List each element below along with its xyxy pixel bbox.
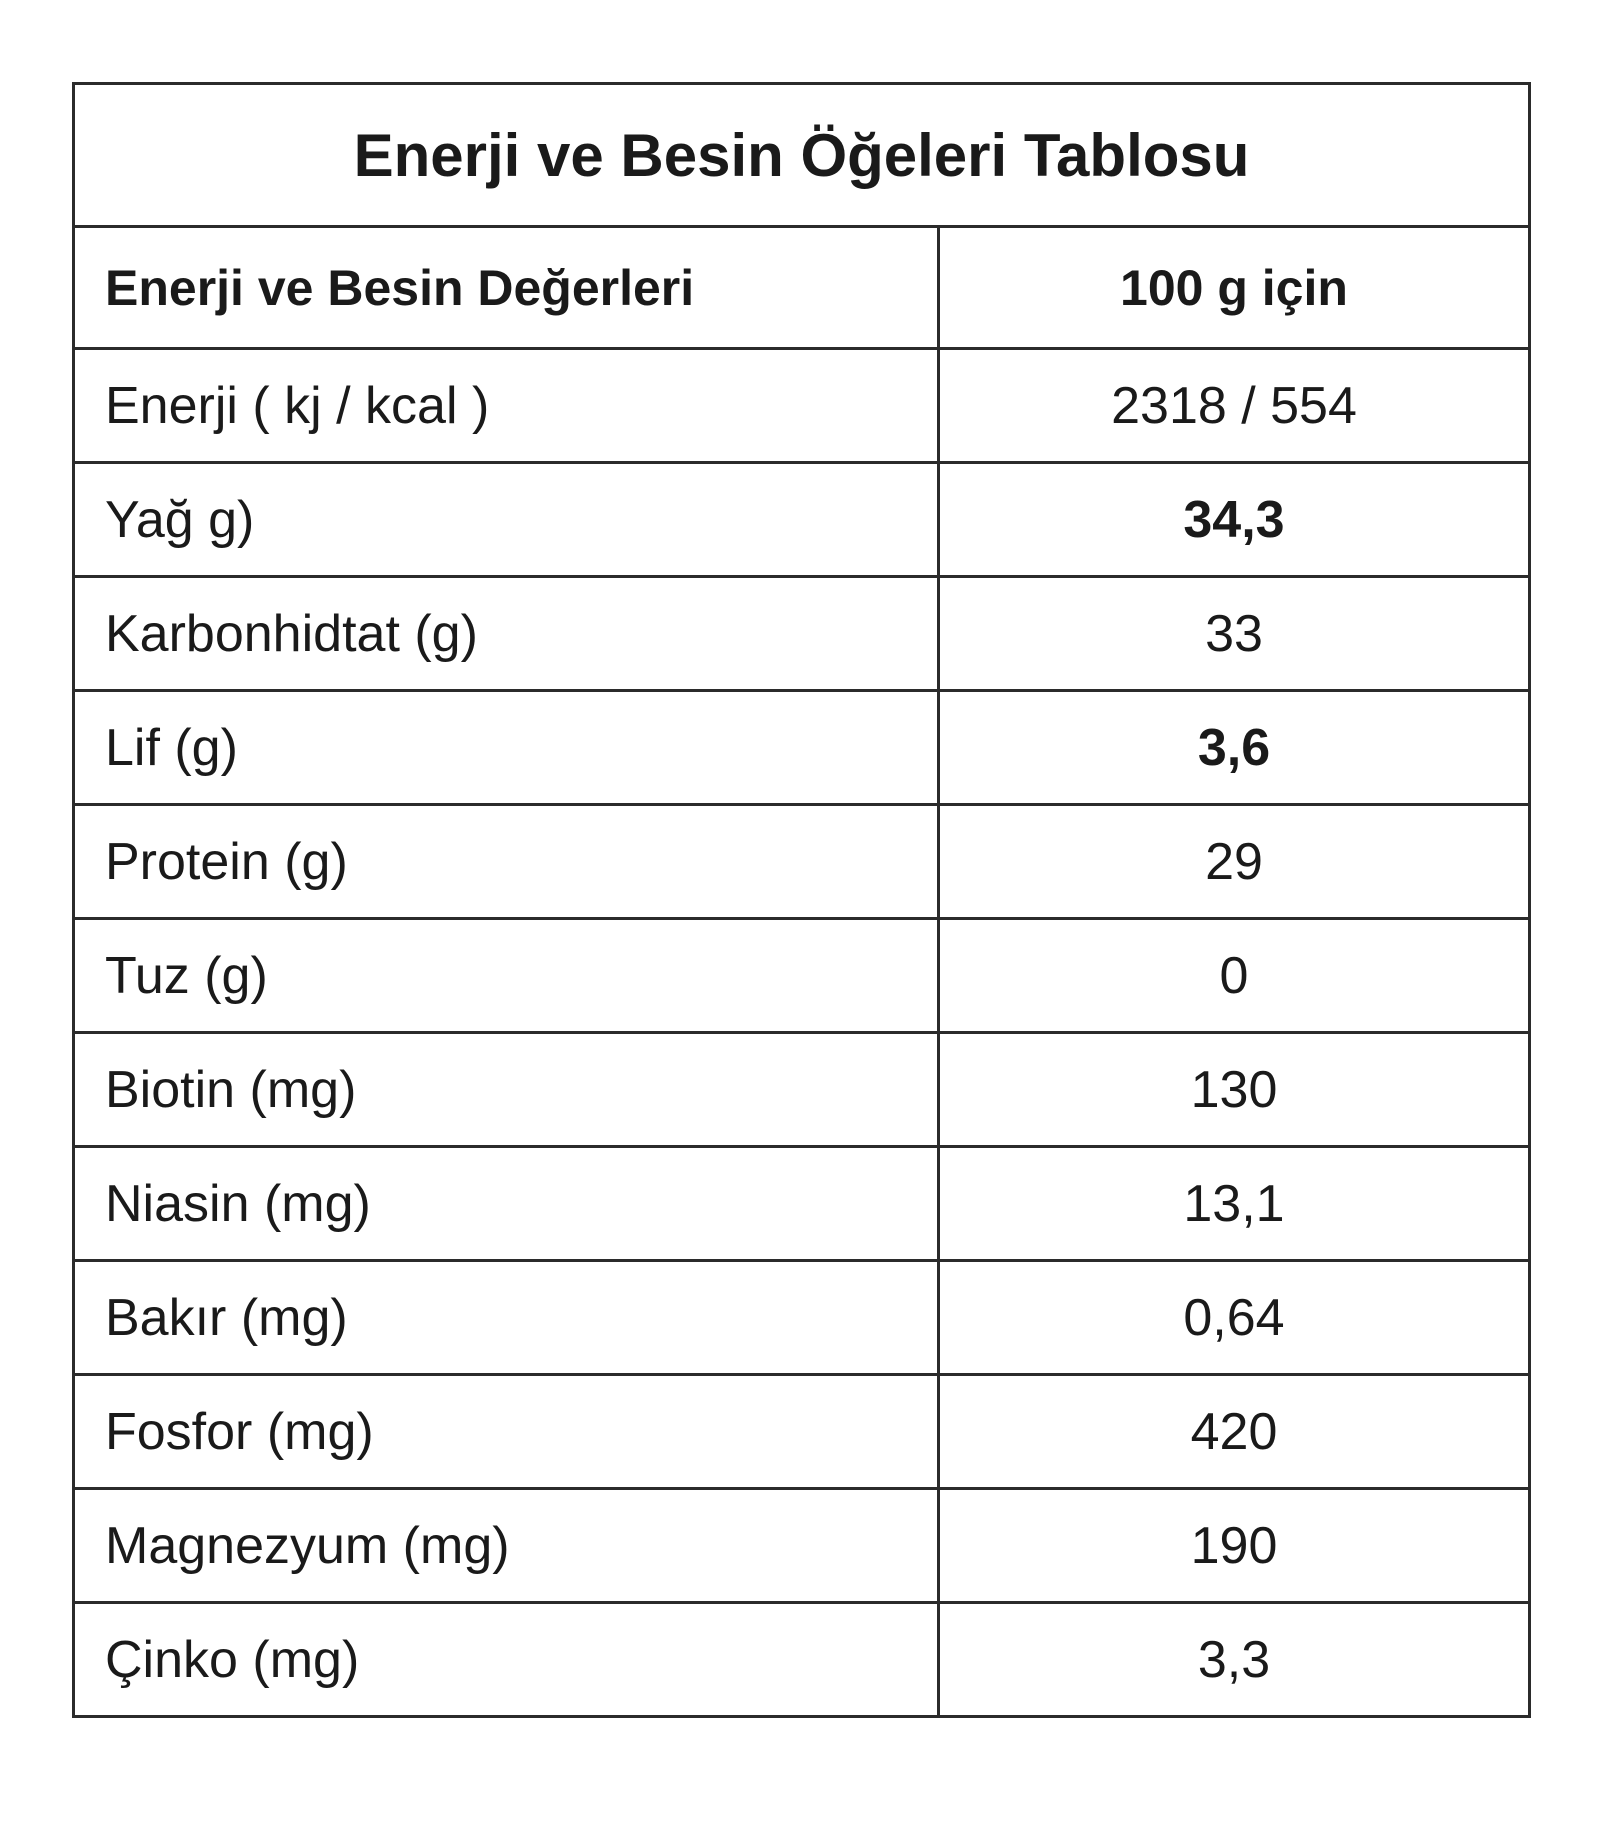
- row-value: 2318 / 554: [939, 349, 1530, 463]
- row-value: 3,3: [939, 1603, 1530, 1717]
- table-row: [74, 919, 1530, 1033]
- row-label: Lif (g): [74, 691, 939, 805]
- header-label: Enerji ve Besin Değerleri: [74, 227, 939, 349]
- row-label: Yağ g): [74, 463, 939, 577]
- row-value: 29: [939, 805, 1530, 919]
- title-row: [74, 84, 1530, 227]
- table-row: [74, 1489, 1530, 1603]
- header-row: [74, 227, 1530, 349]
- header-value: 100 g için: [939, 227, 1530, 349]
- table-row: [74, 1147, 1530, 1261]
- row-label: Karbonhidtat (g): [74, 577, 939, 691]
- table-row: [74, 349, 1530, 463]
- row-value: 0,64: [939, 1261, 1530, 1375]
- row-label: Niasin (mg): [74, 1147, 939, 1261]
- table-row: [74, 463, 1530, 577]
- table-row: [74, 1261, 1530, 1375]
- row-label: Protein (g): [74, 805, 939, 919]
- table-row: [74, 691, 1530, 805]
- row-label: Magnezyum (mg): [74, 1489, 939, 1603]
- row-value: 3,6: [939, 691, 1530, 805]
- row-label: Fosfor (mg): [74, 1375, 939, 1489]
- row-value: 13,1: [939, 1147, 1530, 1261]
- table-row: [74, 805, 1530, 919]
- row-value: 0: [939, 919, 1530, 1033]
- row-label: Enerji ( kj / kcal ): [74, 349, 939, 463]
- row-value: 34,3: [939, 463, 1530, 577]
- row-label: Bakır (mg): [74, 1261, 939, 1375]
- row-value: 130: [939, 1033, 1530, 1147]
- table-row: [74, 577, 1530, 691]
- row-label: Biotin (mg): [74, 1033, 939, 1147]
- table-title: Enerji ve Besin Öğeleri Tablosu: [74, 84, 1530, 227]
- row-value: 190: [939, 1489, 1530, 1603]
- row-value: 33: [939, 577, 1530, 691]
- nutrition-table: [72, 82, 1531, 1718]
- table-row: [74, 1603, 1530, 1717]
- row-label: Tuz (g): [74, 919, 939, 1033]
- table-row: [74, 1375, 1530, 1489]
- row-value: 420: [939, 1375, 1530, 1489]
- row-label: Çinko (mg): [74, 1603, 939, 1717]
- table-row: [74, 1033, 1530, 1147]
